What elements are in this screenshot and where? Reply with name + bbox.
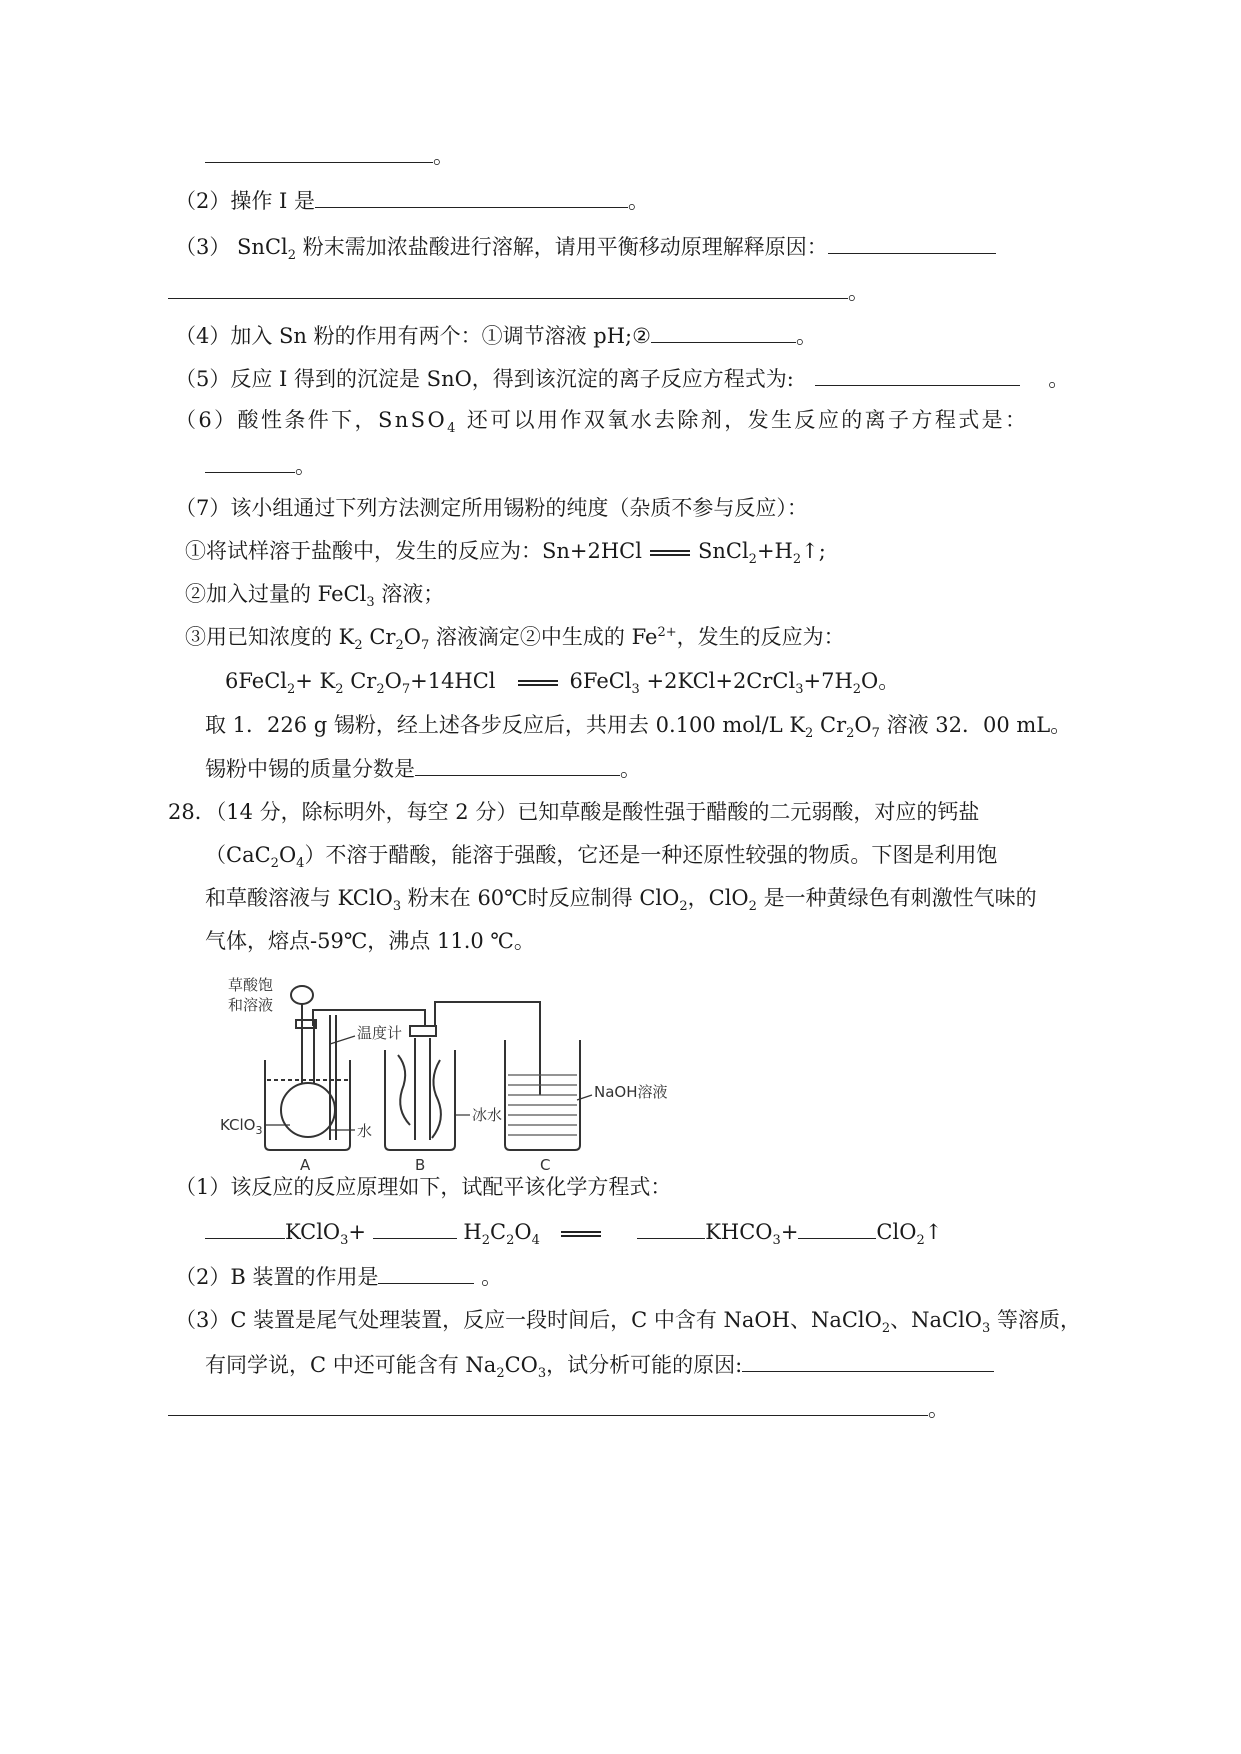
- answer-blank[interactable]: [798, 1216, 876, 1239]
- label-b: B: [415, 1156, 426, 1174]
- question-27-2: （2）操作 I 是 。: [175, 185, 649, 216]
- balance-equation: KClO$_3$+ $H_2C_2O_4$ $KHCO_3+$ ClO$_2$↑: [205, 1216, 942, 1247]
- answer-blank[interactable]: [815, 363, 1020, 386]
- question-27-3-cont: 。: [168, 276, 869, 307]
- round-flask: [281, 1083, 335, 1137]
- answer-blank[interactable]: [651, 320, 796, 343]
- answer-line-0: 。: [205, 140, 454, 171]
- step-2: ②加入过量的 FeCl$_3$ 溶液；: [185, 582, 445, 611]
- dropping-funnel: [291, 986, 313, 1004]
- step-3: ③用已知浓度的 $K_2$ $Cr_2O_7$ 溶液滴定②中生成的 $Fe^{2+}$，发生的反应为：: [185, 625, 845, 654]
- answer-blank[interactable]: [205, 140, 433, 163]
- answer-blank[interactable]: [828, 231, 996, 254]
- label-kclo3: KClO$_3$: [220, 1116, 263, 1137]
- question-27-5: （5）反应 I 得到的沉淀是 SnO，得到该沉淀的离子反应方程式为: 。: [175, 363, 1069, 394]
- question-28-line2: $(CaC_2O_4)$不溶于醋酸，能溶于强酸，它还是一种还原性较强的物质。下图是利用饱: [205, 843, 998, 872]
- label-thermometer: 温度计: [357, 1024, 403, 1042]
- label-reagent: 草酸饱: [228, 976, 274, 994]
- question-27-7: （7）该小组通过下列方法测定所用锡粉的纯度（杂质不参与反应）：: [175, 496, 808, 520]
- titration-equation: 6FeCl$_2$+ $K_2$ $Cr_2O_7+14HCl$ 6FeCl$_3$ $+2KCl+2CrCl_3+7H_2O$。: [225, 669, 900, 698]
- question-28-3: （3）C 装置是尾气处理装置，反应一段时间后，C 中含有 NaOH、NaClO$_2$、NaClO$_3$ 等溶质，: [175, 1308, 1081, 1337]
- question-27-4: （4）加入 Sn 粉的作用有两个：①调节溶液 pH;② 。: [175, 320, 817, 351]
- question-28-3-line2: 有同学说，C 中还可能含有 $Na_2CO_3$，试分析可能的原因:: [205, 1349, 994, 1380]
- sample-statement: 取 1．226 g 锡粉，经上述各步反应后，共用去 0.100 mol/L $K_2$ $Cr_2O_7$ 溶液 32．00 mL。: [205, 713, 1072, 742]
- answer-blank[interactable]: [373, 1216, 457, 1239]
- answer-blank[interactable]: [415, 753, 620, 776]
- answer-blank[interactable]: [205, 450, 295, 473]
- label-c: C: [540, 1156, 551, 1174]
- question-28-line4: 气体，熔点-59℃，沸点 11.0 ℃。: [205, 929, 535, 953]
- apparatus-diagram: [170, 960, 770, 1180]
- mass-fraction-question: 锡粉中锡的质量分数是 。: [205, 753, 641, 784]
- connecting-tube-bc: [435, 1002, 540, 1095]
- label-reagent-2: 和溶液: [228, 996, 274, 1014]
- beaker-b: [385, 1050, 455, 1150]
- question-27-3: （3） SnCl$_2$ 粉末需加浓盐酸进行溶解，请用平衡移动原理解释原因：: [175, 231, 996, 262]
- answer-blank[interactable]: [378, 1261, 474, 1284]
- answer-blank[interactable]: [315, 185, 628, 208]
- equilibrium-sign: [518, 680, 558, 686]
- answer-blank[interactable]: [168, 276, 848, 299]
- answer-blank[interactable]: [637, 1216, 705, 1239]
- question-28-1: （1）该反应的反应原理如下，试配平该化学方程式：: [175, 1175, 672, 1199]
- question-28-line3: 和草酸溶液与 KClO$_3$ 粉末在 60℃时反应制得 ClO$_2$，ClO$_2$ 是一种黄绿色有刺激性气味的: [205, 886, 1037, 915]
- question-28-head: 28．（14 分，除标明外，每空 2 分）已知草酸是酸性强于醋酸的二元弱酸，对应的钙盐: [168, 800, 980, 824]
- answer-blank[interactable]: [742, 1349, 994, 1372]
- step-1: ①将试样溶于盐酸中，发生的反应为：Sn+2HCl $SnCl_2+H_2↑$;: [185, 539, 826, 568]
- question-28-3-line3: 。: [168, 1393, 949, 1424]
- label-a: A: [300, 1156, 311, 1174]
- question-27-6-cont: 。: [205, 450, 316, 481]
- label-ice-water: 冰水: [472, 1106, 503, 1124]
- question-28-2: （2）B 装置的作用是 。: [175, 1261, 502, 1292]
- answer-blank[interactable]: [168, 1393, 928, 1416]
- answer-blank[interactable]: [205, 1216, 285, 1239]
- label-naoh: NaOH溶液: [594, 1083, 668, 1101]
- equilibrium-sign: [650, 550, 690, 556]
- question-27-6: （6）酸性条件下，SnSO$_4$ 还可以用作双氧水去除剂，发生反应的离子方程式是：: [175, 408, 1029, 437]
- equilibrium-sign: [561, 1231, 601, 1237]
- label-water: 水: [357, 1122, 373, 1140]
